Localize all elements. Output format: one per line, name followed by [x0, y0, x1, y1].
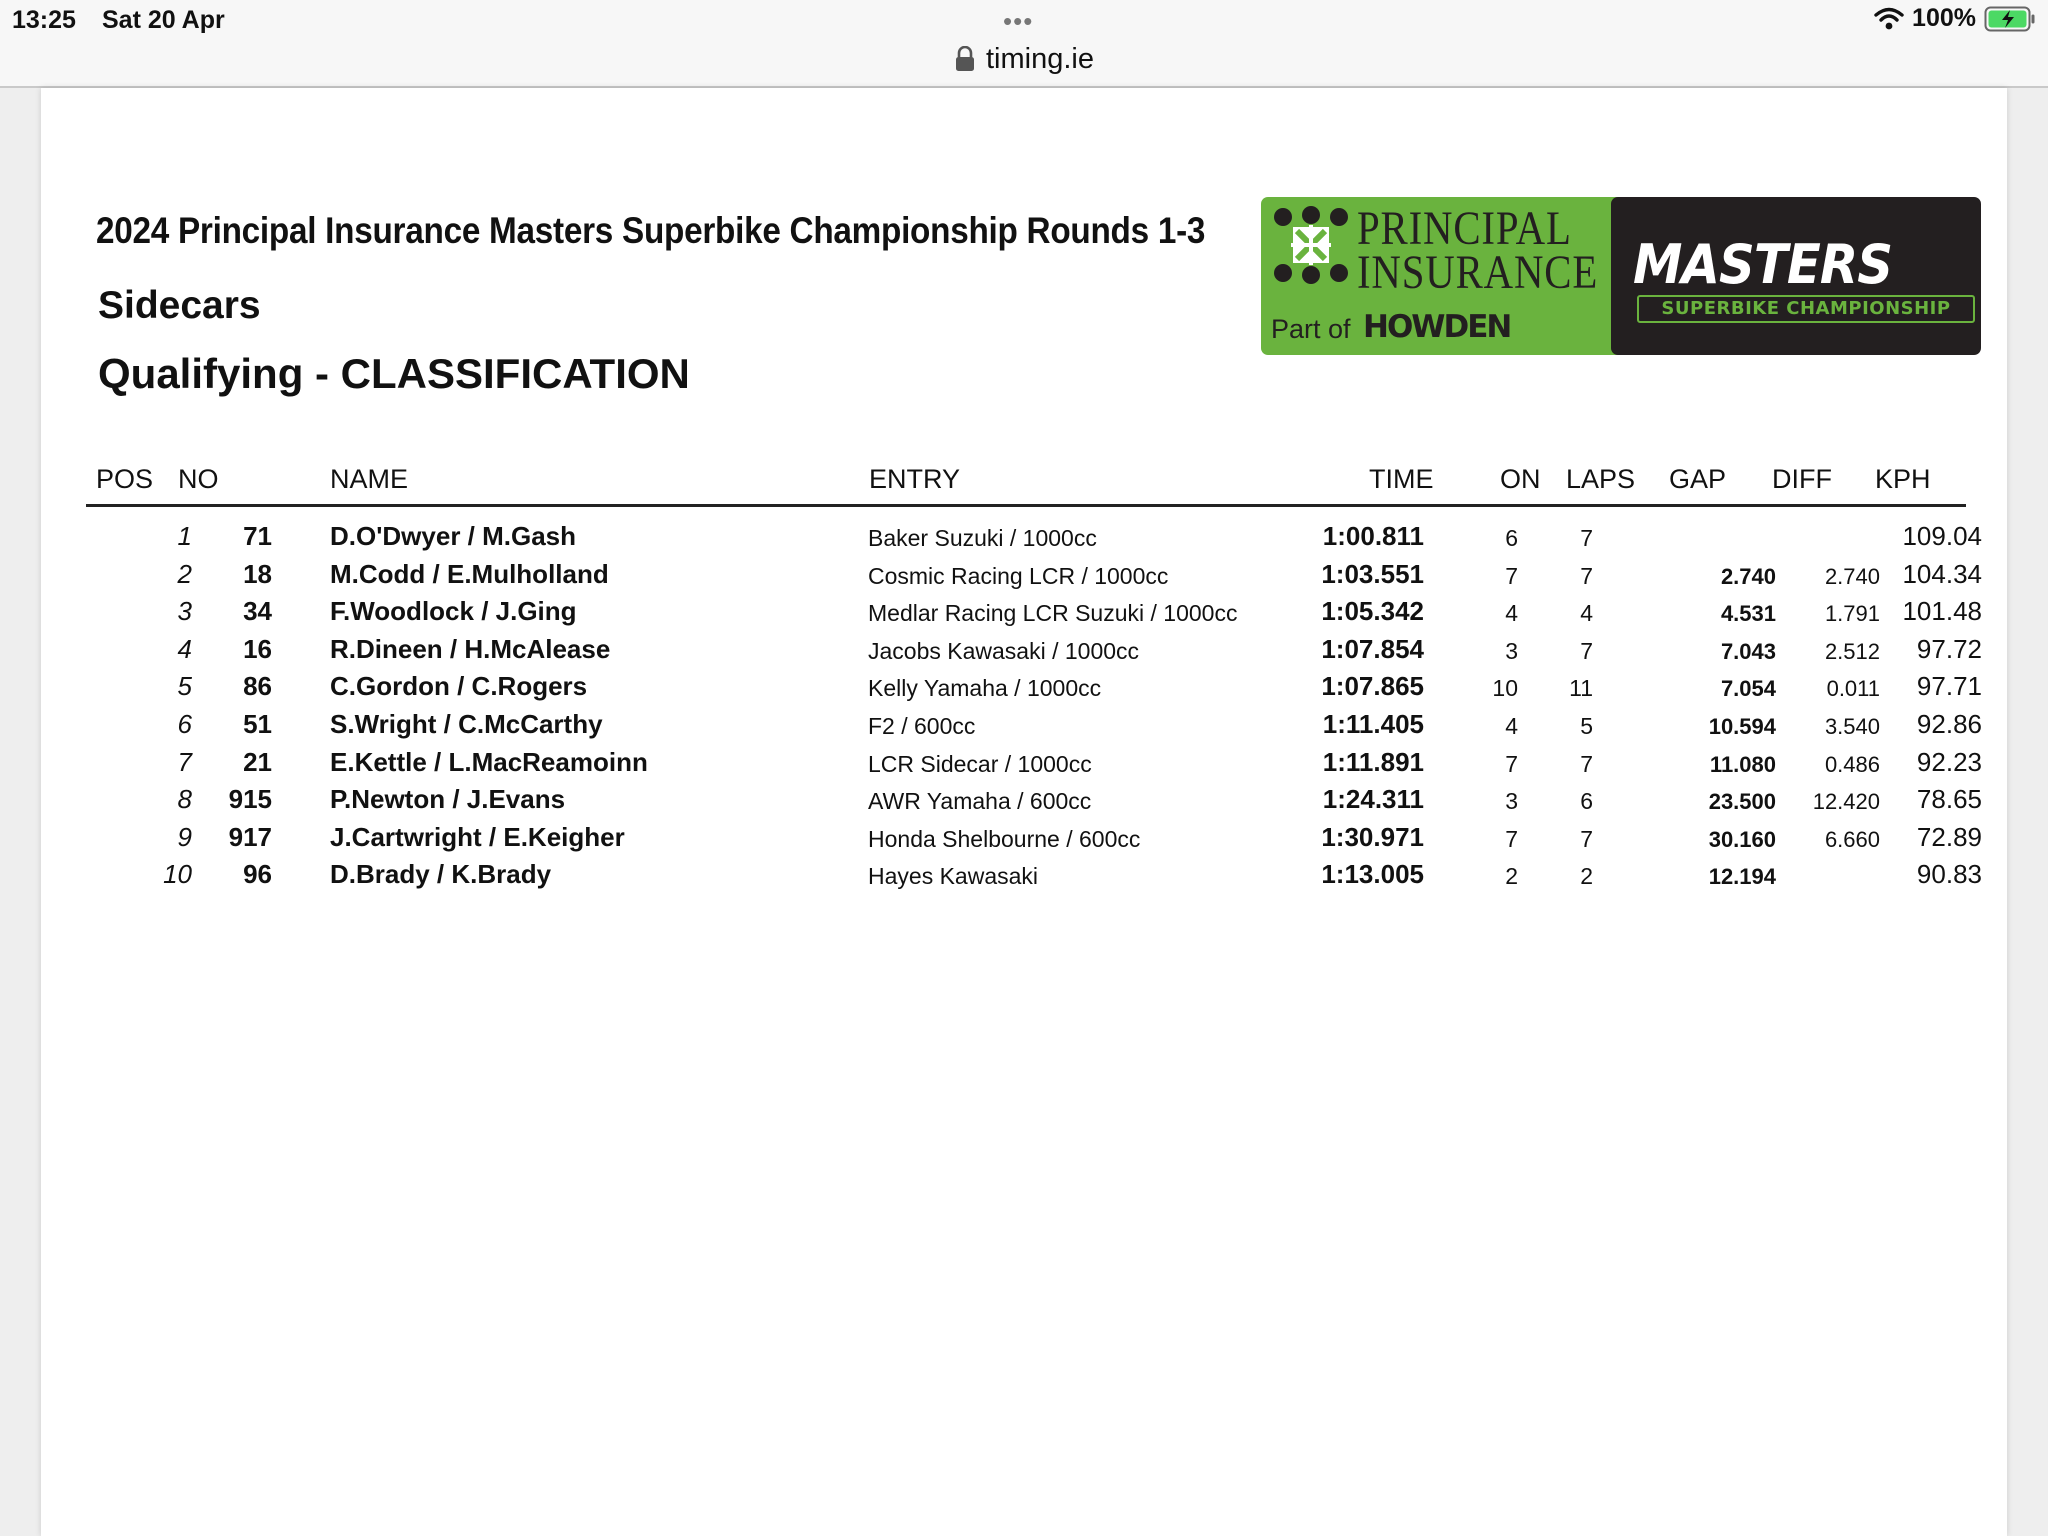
cell-pos: 1: [177, 521, 192, 551]
cell-kph: 101.48: [1902, 596, 1982, 627]
logo-line-insurance: INSURANCE: [1357, 246, 1599, 299]
cell-name: M.Codd / E.Mulholland: [330, 558, 609, 589]
results-page: [41, 88, 2007, 1536]
table-row: [86, 592, 1982, 630]
cell-diff: 1.791: [1824, 601, 1880, 627]
cell-laps: 7: [1580, 825, 1593, 852]
cell-gap: 7.054: [1720, 676, 1776, 702]
cell-diff: 6.660: [1824, 826, 1880, 852]
battery-percent: 100%: [1912, 4, 1976, 32]
cell-on: 3: [1505, 788, 1518, 815]
cell-diff: 0.011: [1826, 676, 1880, 702]
logo-masters: MASTERS: [1633, 233, 1893, 296]
cell-no: 34: [243, 596, 272, 627]
cell-name: S.Wright / C.McCarthy: [330, 708, 603, 739]
cell-time: 1:11.891: [1322, 746, 1424, 777]
principal-mark-icon: [1271, 205, 1351, 285]
cell-gap: 12.194: [1708, 864, 1776, 890]
cell-pos: 4: [177, 633, 192, 664]
cell-name: P.Newton / J.Evans: [330, 784, 566, 815]
cell-gap: 2.740: [1720, 563, 1776, 589]
cell-time: 1:00.811: [1322, 521, 1424, 551]
cell-on: 7: [1505, 750, 1518, 777]
header-laps: LAPS: [1566, 464, 1636, 494]
cell-entry: LCR Sidecar / 1000cc: [868, 750, 1092, 777]
cell-entry: Baker Suzuki / 1000cc: [868, 525, 1097, 551]
cell-laps: 2: [1580, 863, 1593, 890]
cell-gap: 7.043: [1720, 638, 1776, 664]
cell-kph: 72.89: [1916, 821, 1982, 852]
cell-pos: 10: [163, 859, 192, 890]
cell-on: 2: [1505, 863, 1518, 890]
cell-kph: 78.65: [1916, 784, 1982, 815]
cell-laps: 7: [1580, 637, 1593, 664]
sponsor-logo: [1261, 197, 1981, 355]
table-row: [86, 555, 1982, 593]
logo-part-of: Part of: [1271, 314, 1351, 344]
cell-entry: Hayes Kawasaki: [868, 863, 1039, 890]
cell-entry: Cosmic Racing LCR / 1000cc: [868, 562, 1169, 589]
cell-kph: 97.71: [1916, 671, 1982, 702]
cell-kph: 97.72: [1916, 633, 1982, 664]
status-indicators: [1874, 4, 2036, 33]
cell-on: 3: [1505, 637, 1518, 664]
cell-diff: 12.420: [1812, 789, 1880, 815]
cell-pos: 6: [177, 708, 192, 739]
cell-no: 917: [228, 821, 272, 852]
cell-no: 21: [243, 746, 272, 777]
cell-laps: 6: [1580, 788, 1593, 815]
cell-pos: 8: [177, 784, 192, 815]
cell-laps: 7: [1580, 562, 1593, 589]
cell-no: 915: [228, 784, 272, 815]
header-diff: DIFF: [1772, 464, 1832, 494]
cell-on: 4: [1505, 712, 1518, 739]
event-title: 2024 Principal Insurance Masters Superbike Championship Rounds 1-3: [96, 210, 1206, 251]
cell-laps: 4: [1580, 600, 1593, 627]
cell-no: 86: [243, 671, 272, 702]
cell-time: 1:03.551: [1321, 558, 1424, 589]
status-time: 13:25: [12, 6, 76, 34]
header-gap: GAP: [1669, 464, 1727, 494]
header-time: TIME: [1369, 464, 1434, 494]
header-kph: KPH: [1875, 464, 1931, 494]
cell-entry: AWR Yamaha / 600cc: [868, 788, 1092, 815]
cell-time: 1:30.971: [1321, 821, 1424, 852]
header-on: ON: [1500, 464, 1541, 494]
cell-no: 18: [243, 558, 272, 589]
status-date: Sat 20 Apr: [102, 6, 225, 34]
cell-entry: Kelly Yamaha / 1000cc: [868, 675, 1102, 702]
cell-pos: 2: [177, 558, 192, 589]
cell-kph: 90.83: [1916, 859, 1982, 890]
header-entry: ENTRY: [869, 464, 961, 494]
cell-name: D.Brady / K.Brady: [330, 859, 552, 890]
cell-on: 7: [1505, 562, 1518, 589]
address-bar[interactable]: [954, 42, 1094, 76]
cell-time: 1:24.311: [1322, 784, 1424, 815]
cell-pos: 7: [177, 746, 192, 777]
lock-icon: [954, 46, 976, 72]
logo-howden: HOWDEN: [1363, 309, 1511, 345]
header-pos: POS: [96, 464, 154, 494]
cell-gap: 10.594: [1708, 713, 1776, 739]
cell-diff: 0.486: [1824, 751, 1880, 777]
cell-entry: Medlar Racing LCR Suzuki / 1000cc: [868, 600, 1238, 627]
cell-name: R.Dineen / H.McAlease: [330, 633, 611, 664]
cell-name: D.O'Dwyer / M.Gash: [330, 521, 577, 551]
table-row: [86, 705, 1982, 743]
cell-diff: 3.540: [1824, 713, 1880, 739]
cell-kph: 104.34: [1902, 558, 1982, 589]
cell-entry: Jacobs Kawasaki / 1000cc: [868, 637, 1140, 664]
cell-time: 1:05.342: [1321, 596, 1424, 627]
cell-name: F.Woodlock / J.Ging: [330, 596, 577, 627]
cell-diff: 2.740: [1824, 563, 1880, 589]
cell-kph: 109.04: [1902, 521, 1982, 551]
table-row: [86, 818, 1982, 856]
table-row: [86, 780, 1982, 818]
principal-insurance-logo: [1261, 197, 1621, 355]
cell-on: 10: [1492, 675, 1518, 702]
cell-pos: 9: [177, 821, 192, 852]
cell-entry: F2 / 600cc: [868, 712, 976, 739]
cell-laps: 7: [1580, 525, 1593, 551]
cell-kph: 92.86: [1916, 708, 1982, 739]
cell-pos: 5: [177, 671, 192, 702]
cell-gap: 11.080: [1709, 751, 1776, 777]
cell-laps: 5: [1580, 712, 1593, 739]
cell-pos: 3: [177, 596, 192, 627]
cell-gap: 30.160: [1708, 826, 1776, 852]
cell-gap: 23.500: [1708, 789, 1776, 815]
session-title: Qualifying - CLASSIFICATION: [98, 350, 690, 397]
cell-name: E.Kettle / L.MacReamoinn: [330, 746, 648, 777]
logo-line-principal: PRINCIPAL: [1357, 202, 1572, 255]
cell-on: 4: [1505, 600, 1518, 627]
cell-on: 7: [1505, 825, 1518, 852]
cell-on: 6: [1505, 525, 1518, 551]
cell-time: 1:11.405: [1322, 708, 1424, 739]
table-body: [86, 507, 1982, 893]
cell-name: C.Gordon / C.Rogers: [330, 671, 588, 702]
class-title: Sidecars: [98, 284, 261, 327]
cell-entry: Honda Shelbourne / 600cc: [868, 825, 1141, 852]
cell-no: 51: [243, 708, 272, 739]
browser-top-bar: [0, 0, 2048, 88]
cell-laps: 11: [1569, 675, 1593, 702]
header-no: NO: [178, 464, 219, 494]
table-row: [86, 630, 1982, 668]
table-row: [86, 855, 1982, 893]
cell-time: 1:07.865: [1321, 671, 1424, 702]
cell-time: 1:07.854: [1321, 633, 1424, 664]
table-row: [86, 743, 1982, 781]
cell-time: 1:13.005: [1321, 859, 1424, 890]
header-name: NAME: [330, 464, 409, 494]
url-text: timing.ie: [986, 42, 1094, 75]
battery-charging-icon: [1984, 6, 2036, 32]
cell-name: J.Cartwright / E.Keigher: [330, 821, 625, 852]
logo-masters-sub: SUPERBIKE CHAMPIONSHIP: [1637, 295, 1975, 323]
cell-no: 71: [243, 521, 272, 551]
cell-diff: 2.512: [1824, 638, 1880, 664]
cell-no: 96: [243, 859, 272, 890]
table-row: [86, 517, 1982, 555]
results-table: [86, 458, 1982, 893]
cell-gap: 4.531: [1720, 601, 1776, 627]
table-row: [86, 667, 1982, 705]
wifi-icon: [1874, 7, 1904, 31]
more-dots-icon[interactable]: •••: [1003, 6, 1034, 36]
table-header: [86, 458, 1966, 507]
cell-no: 16: [243, 633, 272, 664]
cell-kph: 92.23: [1916, 746, 1982, 777]
cell-laps: 7: [1580, 750, 1593, 777]
